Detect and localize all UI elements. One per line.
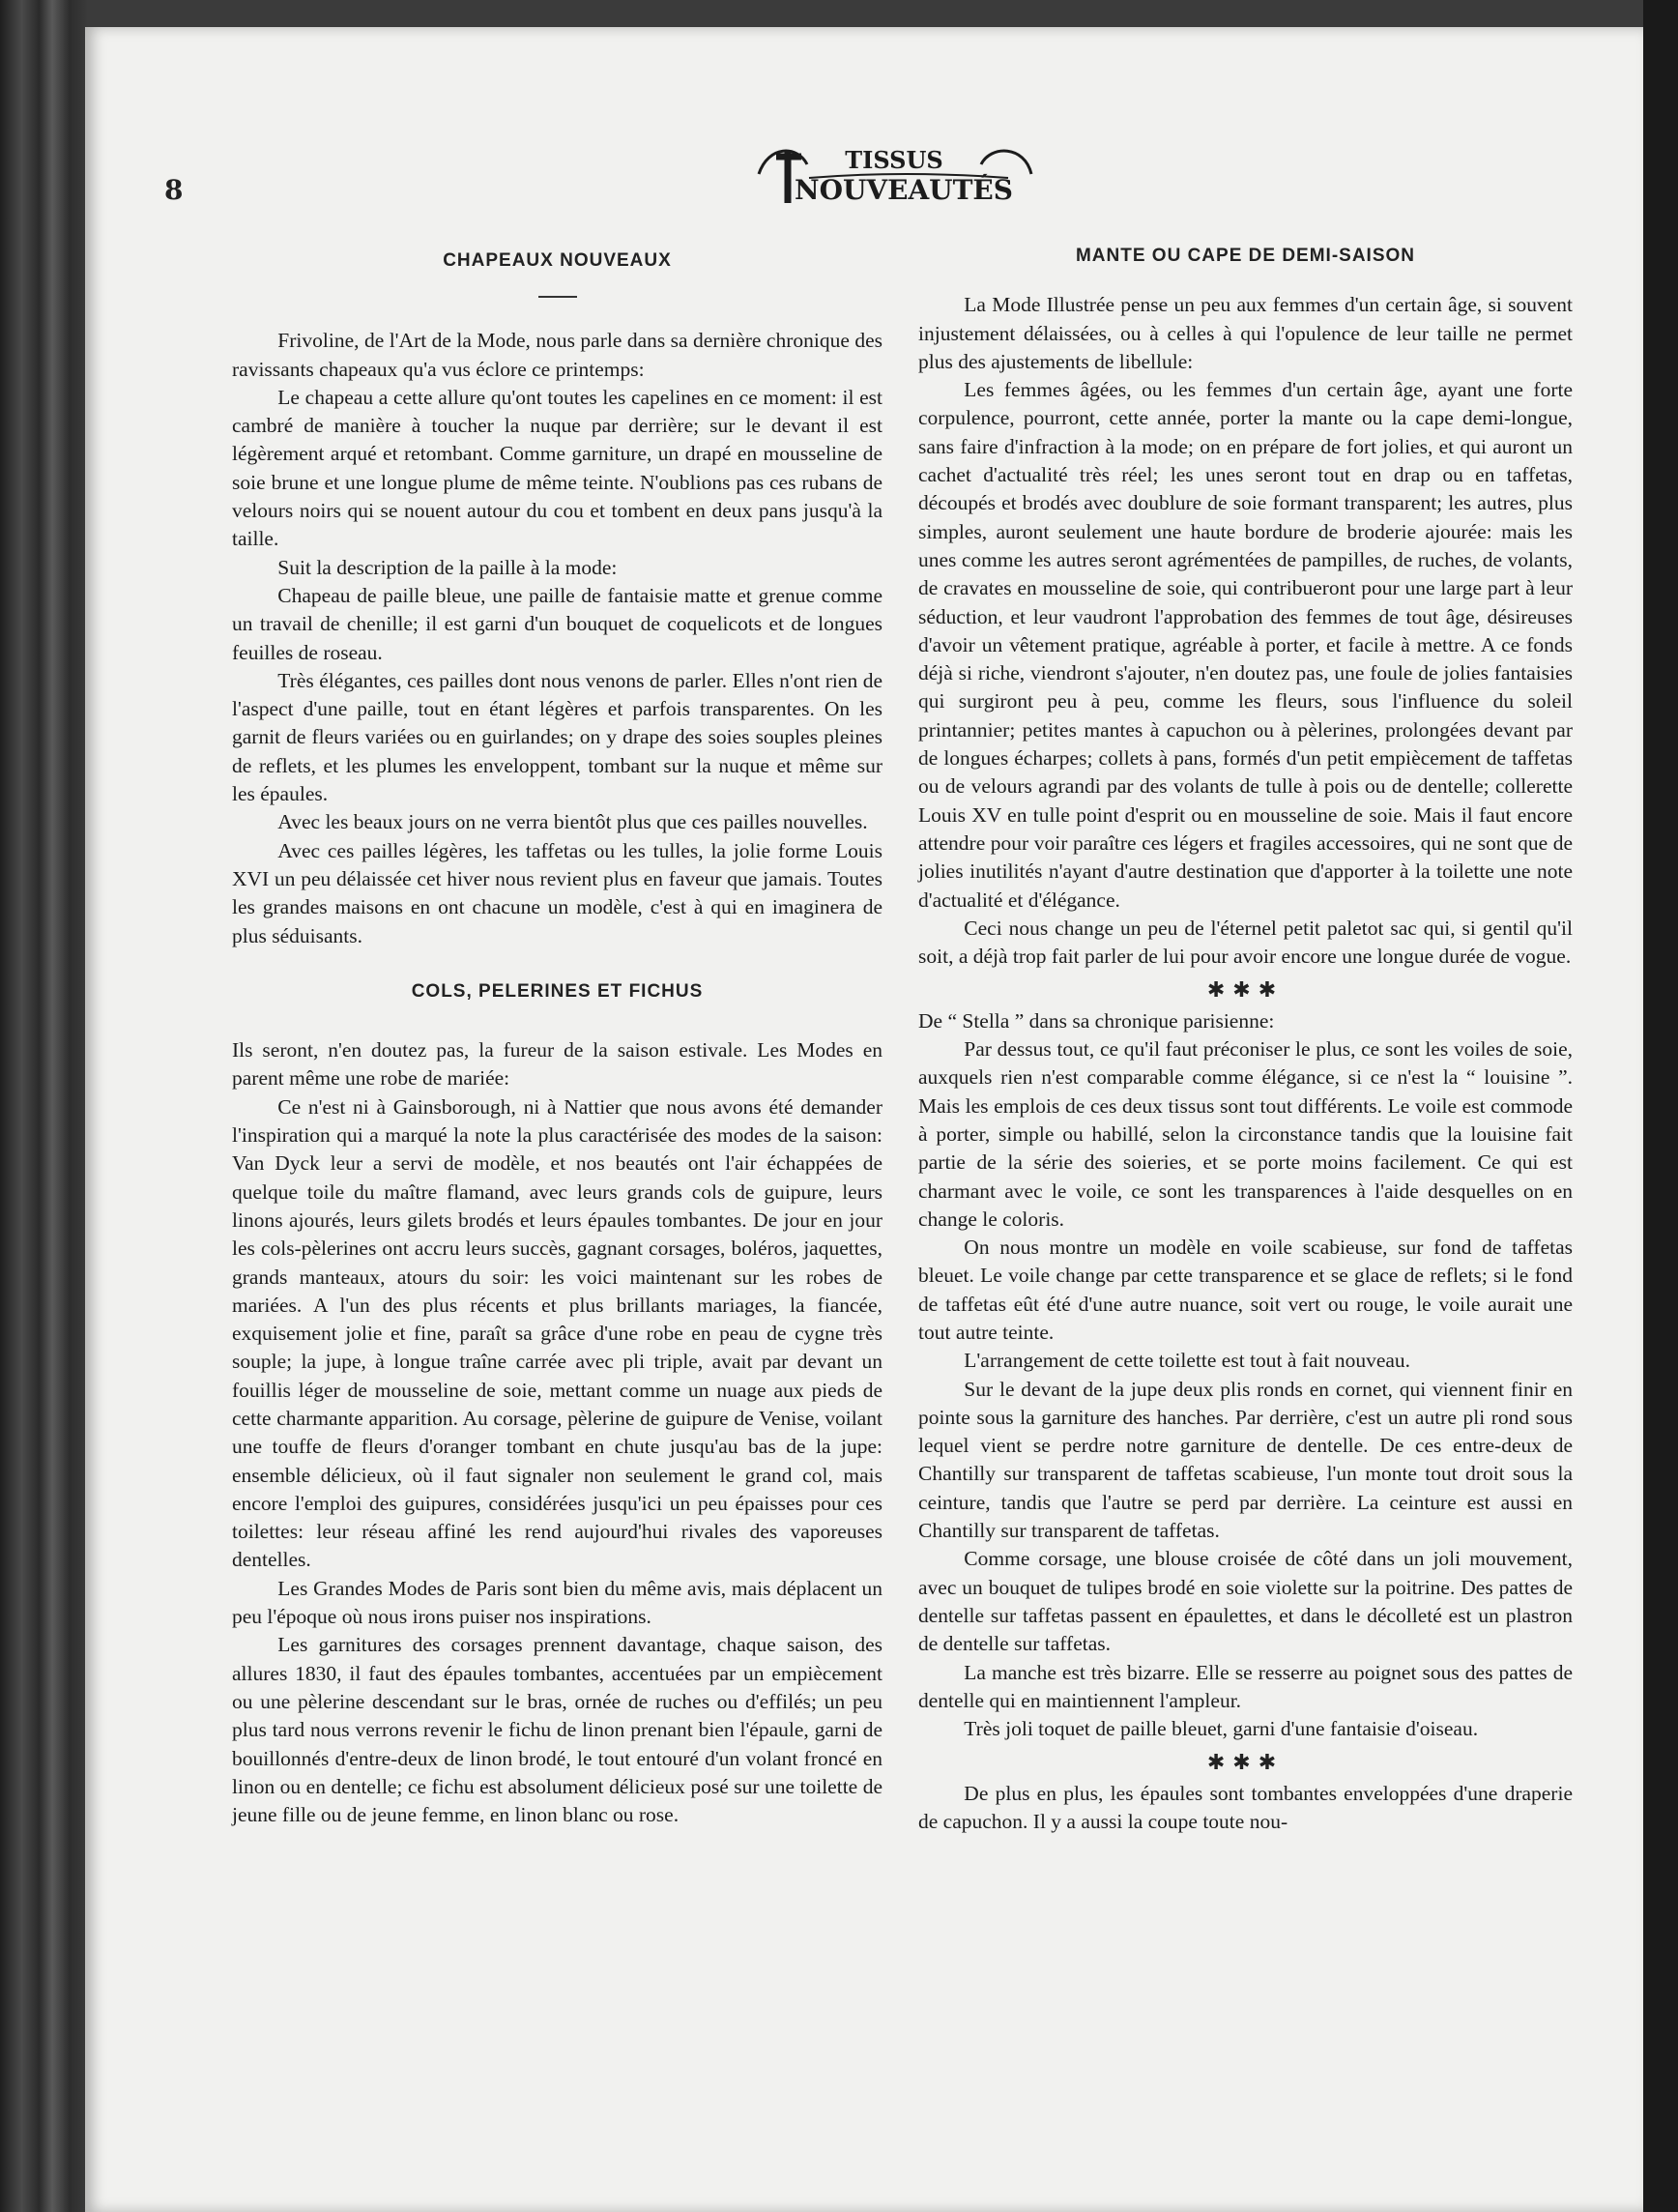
book-binding — [0, 0, 87, 2212]
paragraph: De plus en plus, les épaules sont tombantes enveloppées d'une draperie de capuchon. Il y a aussi la coupe toute nou- — [918, 1781, 1573, 1834]
paragraph: Les femmes âgées, ou les femmes d'un certain âge, ayant une forte corpulence, pourront, cette année, porter la mante ou la cape demi-longue, sans faire d'infraction à la mode; on en prépare de fort jolies, et qui auront un cachet d'actualité très réel; les unes seront tout en drap ou en taffetas, découpés et brodés avec doublure de soie formant transparent; les autres, plus simples, auront seulement une haute bordure de broderie ajourée: mais les unes comme les autres seront agrémentées de pampilles, de ruches, de volants, de cravates en mousseline de soie, qui contribueront pour une large part à leur séduction, et leur vaudront l'approbation des femmes de tout âge, désireuses d'avoir un vêtement pratique, agréable à porter, et facile à mettre. A ce fonds déjà si riche, viendront s'ajouter, n'en doutez pas, une foule de jolies fantaisies qui surgiront peu à peu, comme les fleurs, sous l'influence du soleil printannier; petites mantes à capuchon ou à pèlerines, prolongées devant par de longues écharpes; collets à pans, formés d'un petit empiècement de taffetas ou de velours agrandi par des volants de tulle à pois ou de dentelle; collerette Louis XV en tulle point d'esprit ou en mousseline de soie. Mais il faut encore attendre pour voir paraître ces légers et fragiles accessoires, qui ne sont que de jolies inutilités n'ayant d'autre destination que d'apporter à la toilette une note d'actualité et d'élégance. — [918, 378, 1573, 912]
masthead-line1: TISSUS — [845, 146, 943, 174]
paragraph: Ceci nous change un peu de l'éternel petit paletot sac qui, si gentil qu'il soit, a déjà trop fait parler de lui pour avoir encore une longue durée de vogue. — [918, 916, 1573, 969]
page-number: 8 — [164, 174, 184, 206]
paragraph: On nous montre un modèle en voile scabieuse, sur fond de taffetas bleuet. Le voile change par cette transparence et se glace de reflets; si le fond de taffetas eût été d'une autre nuance, soit vert ou rouge, le voile aurait une tout autre teinte. — [918, 1236, 1573, 1344]
section-title-mante: MANTE OU CAPE DE DEMI-SAISON — [1075, 246, 1416, 266]
paragraph: Les garnitures des corsages prennent davantage, chaque saison, des allures 1830, il faut des épaules tombantes, accentuées par un empiècement ou une pèlerine descendant sur le bras, ornée de ruches ou d'effilés; un peu plus tard nous verrons revenir le fichu de linon prenant bien l'épaule, garni de bouillonnés d'entre-deux de linon brodé, le tout entouré d'un volant froncé en linon ou en dentelle; ce fichu est absolument délicieux posé sur une toilette de jeune fille ou de jeune femme, en linon blanc ou rose. — [232, 1633, 882, 1827]
paragraph: Chapeau de paille bleue, une paille de fantaisie matte et grenue comme un travail de chenille; il est garni d'un bouquet de coquelicots et de longues feuilles de roseau. — [232, 583, 882, 664]
paragraph: Très élégantes, ces pailles dont nous venons de parler. Elles n'ont rien de l'aspect d'une paille, tout en étant légères et parfois transparentes. On les garnit de fleurs variées ou en guirlandes; on y drape des soies souples pleines de reflets, et les plumes les enveloppent, tombant sur la nuque et même sur les épaules. — [232, 668, 882, 806]
left-column — [232, 247, 882, 1829]
masthead-line2: NOUVEAUTÉS — [794, 174, 1014, 206]
masthead-logo-art — [749, 135, 1039, 213]
section-separator-stars: ✱✱✱ — [1206, 1751, 1285, 1776]
paragraph: Ils seront, n'en doutez pas, la fureur de la saison estivale. Les Modes en parent même une robe de mariée: — [232, 1038, 882, 1091]
section-title-chapeaux: CHAPEAUX NOUVEAUX — [443, 250, 672, 271]
paragraph: Le chapeau a cette allure qu'ont toutes les capelines en ce moment: il est cambré de manière à toucher la nuque par derrière; sur le devant il est légèrement arqué et retombant. Comme garniture, un drapé en mousseline de soie brune et une longue plume de même teinte. N'oublions pas ces rubans de velours noirs qui se nouent autour du cou et tombent en deux pans jusqu'à la taille. — [232, 385, 882, 551]
title-rule — [538, 296, 577, 298]
paragraph: Ce n'est ni à Gainsborough, ni à Nattier que nous avons été demander l'inspiration qui a marqué la note la plus caractérisée des modes de la saison: Van Dyck leur a servi de modèle, et nos beautés ont l'air échappées de quelque toile du maître flamand, avec leurs grands cols de guipure, leurs linons ajourés, leurs gilets brodés et leurs épaules tombantes. De jour en jour les cols-pèlerines ont accru leurs succès, gagnant corsages, boléros, jaquettes, grands manteaux, atours du soir: les voici maintenant sur les robes de mariées. A l'un des plus récents et plus brillants mariages, la fiancée, exquisement jolie et fine, paraît sa grâce d'une robe en peau de cygne très souple; la jupe, à longue traîne carrée avec pli triple, avait par devant un fouillis léger de mousseline de soie, mettant comme un nuage aux pieds de cette charmante apparition. Au corsage, pèlerine de guipure de Venise, voilant une touffe de fleurs d'oranger tombant en chute jusqu'au bas de la jupe: ensemble délicieux, où il faut signaler non seulement le grand col, mais encore l'emploi des guipures, considérées jusqu'ici un peu épaisses pour ces toilettes: leur réseau affiné les rend aujourd'hui rivales des vaporeuses dentelles. — [232, 1094, 882, 1572]
paragraph: Les Grandes Modes de Paris sont bien du même avis, mais déplacent un peu l'époque où nous irons puiser nos inspirations. — [232, 1576, 882, 1629]
paragraph: Suit la description de la paille à la mode: — [277, 555, 618, 579]
paragraph: L'arrangement de cette toilette est tout à fait nouveau. — [964, 1349, 1411, 1373]
right-column — [918, 242, 1573, 1836]
paragraph: La Mode Illustrée pense un peu aux femmes d'un certain âge, si souvent injustement délaissées, ou à celles à qui l'opulence de leur taille ne permet plus des ajustements de libellule: — [918, 293, 1573, 373]
paragraph: De “ Stella ” dans sa chronique parisienne: — [918, 1008, 1275, 1033]
paragraph: Frivoline, de l'Art de la Mode, nous parle dans sa dernière chronique des ravissants chapeaux qu'a vus éclore ce printemps: — [232, 329, 882, 381]
scan-border — [1643, 0, 1678, 2212]
paragraph: Très joli toquet de paille bleuet, garni d'une fantaisie d'oiseau. — [964, 1717, 1479, 1741]
section-gap — [232, 1027, 882, 1036]
paragraph: Avec les beaux jours on ne verra bientôt plus que ces pailles nouvelles. — [277, 810, 868, 834]
paragraph: La manche est très bizarre. Elle se resserre au poignet sous des pattes de dentelle qui en maintiennent l'ampleur. — [918, 1660, 1573, 1712]
section-gap — [232, 950, 882, 977]
masthead-logo — [749, 135, 1039, 213]
paragraph: Avec ces pailles légères, les taffetas ou les tulles, la jolie forme Louis XVI un peu délaissée cet hiver nous revient plus en faveur que jamais. Toutes les grandes maisons en ont chacune un modèle, c'est à qui en imaginera de plus séduisants. — [232, 838, 882, 947]
paragraph: Sur le devant de la jupe deux plis ronds en cornet, qui viennent finir en pointe sous la garniture des hanches. Par derrière, c'est un autre pli rond sous lequel vient se perdre notre garniture de dentelle. De ces entre-deux de Chantilly sur transparent de taffetas scabieuse, l'un monte tout droit sous la ceinture, tandis que l'autre se perd par derrière. La ceinture est aussi en Chantilly sur transparent de taffetas. — [918, 1377, 1573, 1543]
paragraph: Par dessus tout, ce qu'il faut préconiser le plus, ce sont les voiles de soie, auxquels rien n'est comparable comme élégance, si ce n'est la “ louisine ”. Mais les emplois de ces deux tissus sont tout différents. Le voile est commode à porter, simple ou habillé, selon la circonstance tandis que la louisine fait partie de la série des soieries, et se porte moins facilement. Ce qui est charmant avec le voile, ce sont les transparences à l'aide desquelles on en change le coloris. — [918, 1037, 1573, 1231]
section-separator-stars: ✱✱✱ — [1206, 978, 1285, 1004]
section-title-cols: COLS, PELERINES ET FICHUS — [411, 980, 704, 1002]
paragraph: Comme corsage, une blouse croisée de côté dans un joli mouvement, avec un bouquet de tulipes brodé en soie violette sur la poitrine. Des pattes de dentelle sur taffetas passent en épaulettes, et dans le décolleté est un plastron de dentelle sur taffetas. — [918, 1547, 1573, 1656]
